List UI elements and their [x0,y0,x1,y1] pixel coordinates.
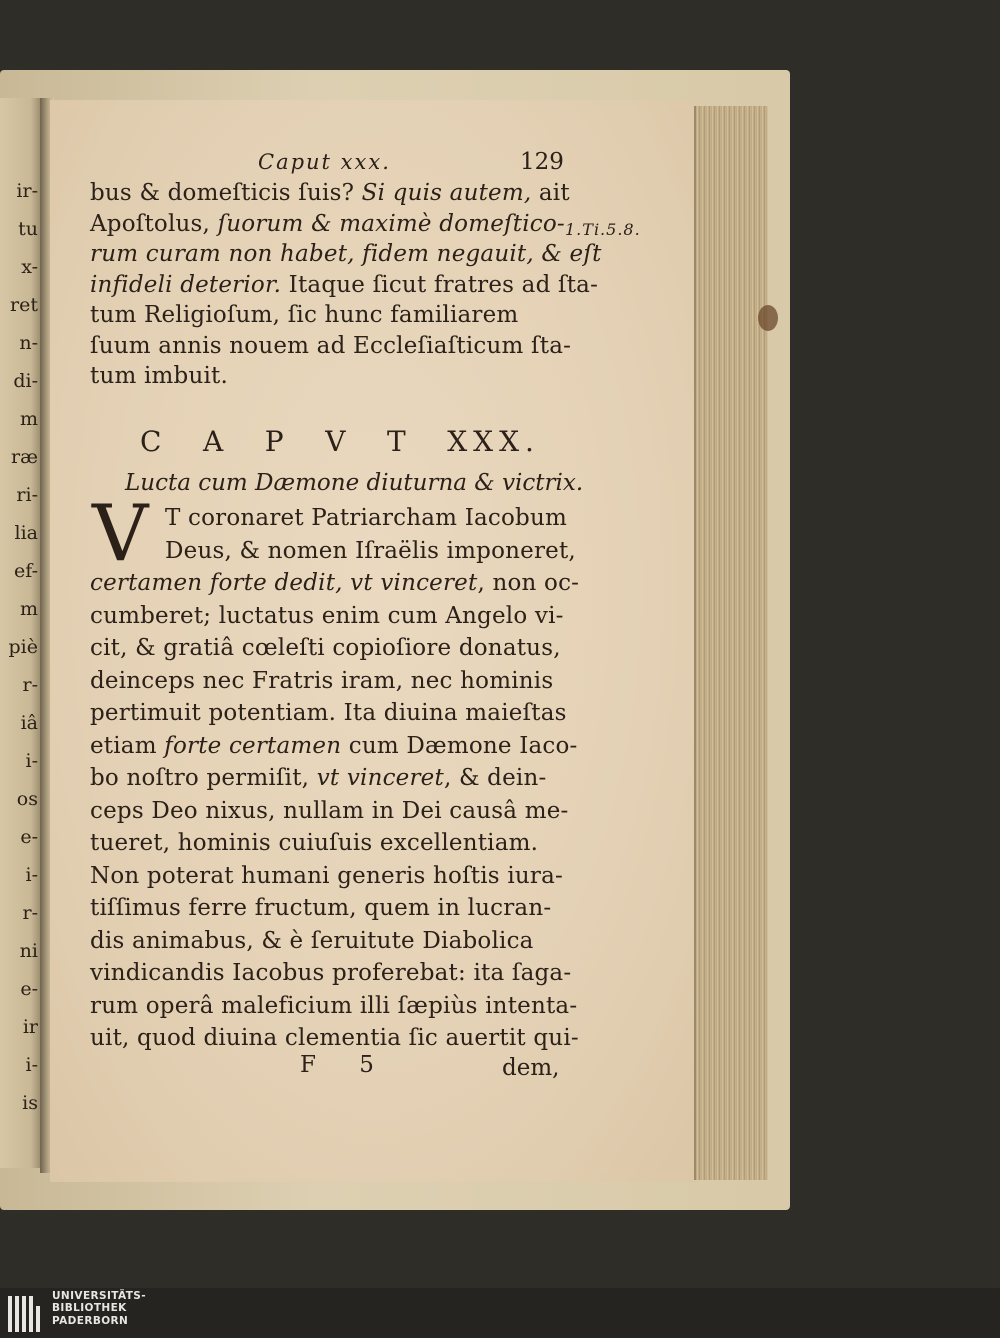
text-line-content [90,830,538,856]
text-line [90,333,570,359]
left-page-fragment: tu [18,218,38,240]
text-line-content [90,928,534,954]
left-page-fragment: ri- [16,484,38,506]
text-line-content [90,603,564,629]
text-segment: cit, & gratiâ cœleſti copioſiore donatus, [90,635,561,661]
text-segment: vindicandis Iacobus proferebat: ita ſaga- [90,960,572,986]
text-line [90,732,578,759]
chapter-subtitle: Lucta cum Dæmone diuturna & victrix. [125,470,584,496]
chapter-heading-letter: T [387,425,430,458]
margin-note: 1.Ti.5.8. [565,220,641,239]
text-line [90,765,570,791]
text-segment: ſuorum & maximè domeſtico- [217,210,565,237]
left-page-fragment: lia [14,522,38,544]
text-segment: Itaque ſicut fratres ad ſta- [281,271,599,298]
text-line-content [90,302,518,328]
library-logo-icon [6,1292,46,1336]
left-page-fragment: i- [25,1054,38,1076]
text-line [90,830,570,856]
text-line-content [90,1025,579,1051]
text-segment: bo noſtro permiſit, [90,765,317,791]
text-segment: ceps Deo nixus, nullam in Dei causâ me- [90,797,569,824]
chapter-heading-letter: A [203,425,248,458]
text-segment: rum curam non habet, fidem negauit, & eſt [90,241,602,267]
chapter-heading [140,425,540,458]
left-page-fragment: ef- [13,560,38,582]
text-line [90,363,570,389]
text-line [90,1025,579,1051]
left-page-fragment: i- [25,750,38,772]
text-segment: tum imbuit. [90,363,228,389]
left-page-fragment: r- [22,674,38,696]
text-line [90,635,570,661]
left-page-fragment: x- [21,256,38,278]
text-segment: forte certamen [164,732,342,759]
left-page-fragment: ir [22,1016,38,1038]
left-page-fragment: iâ [20,712,38,734]
text-line-content [90,960,571,986]
left-page-fragment: ni [19,940,38,962]
text-segment: Deus, & nomen Iſraëlis imponeret, [165,537,576,564]
text-segment: rum operâ maleficium illi ſæpiùs intenta- [90,992,578,1019]
chapter-heading-letter: V [325,425,370,458]
text-line-content [90,635,561,661]
text-segment: uit, quod diuina clementia ſic auertit qui- [90,1025,579,1051]
text-segment: ait [531,180,570,206]
left-page-fragment: n- [19,332,38,354]
chapter-heading-letter: P [264,425,308,458]
page-number: 129 [520,149,564,175]
text-line-content [90,180,570,206]
text-line-content [90,363,228,389]
text-line-content [90,895,551,921]
text-line-content [90,765,546,791]
text-line-content [90,863,563,889]
text-line-content [90,333,571,359]
text-line-content [90,241,602,267]
text-line [90,302,570,328]
text-line-content [165,505,567,531]
text-line [90,863,570,889]
text-segment: bus & domeſticis ſuis? [90,180,362,206]
text-segment: Si quis autem, [361,180,532,206]
text-line [90,992,578,1019]
library-footer-bar [0,1288,1000,1338]
text-line-content [90,570,579,596]
left-page-fragment: ret [10,294,38,316]
left-page-fragment: m [19,408,38,430]
text-line [165,505,570,531]
left-page-edge [0,98,44,1168]
text-segment: vt vinceret [316,765,444,791]
left-page-fragment: di- [13,370,38,392]
text-segment: T coronaret Patriarcham Iacobum [165,505,567,531]
text-segment: pertimuit potentiam. Ita diuina maieſtas [90,700,567,726]
text-segment: cum Dæmone Iaco- [341,732,578,759]
text-segment: cumberet; luctatus enim cum Angelo vi- [90,602,564,629]
text-line-content [90,798,569,824]
left-page-fragment: i- [25,864,38,886]
logo-line-3: PADERBORN [52,1314,129,1327]
text-line-content [90,700,567,726]
text-line [90,960,570,986]
text-segment: Non poterat humani generis hoſtis iura- [90,862,563,889]
text-line [90,211,570,237]
text-segment: infideli deterior. [90,271,282,298]
text-segment: Apoſtolus, [90,210,218,237]
left-page-fragment: ir- [16,180,38,202]
text-line [90,271,599,298]
text-line [90,798,570,824]
logo-line-2: BIBLIOTHEK [52,1302,127,1315]
text-line-content [90,668,553,694]
left-page-fragment: e- [20,978,38,1000]
left-page-fragment: m [19,598,38,620]
text-line-content [165,538,576,564]
text-line [90,603,570,629]
text-line [90,570,580,596]
text-line-content [90,733,578,759]
left-page-fragment: r- [22,902,38,924]
chapter-heading-letter: C [140,425,186,458]
left-page-fragment: piè [8,636,38,658]
text-line [90,895,570,921]
logo-line-1: UNIVERSITÄTS- [52,1290,147,1302]
text-line [165,537,576,564]
text-segment: deinceps nec Fratris iram, nec hominis [90,667,554,694]
text-segment: , & dein- [443,765,547,791]
chapter-heading-letter: XXX. [447,425,540,458]
left-page-fragment: is [22,1092,38,1114]
text-segment: tum Religioſum, ſic hunc familiarem [90,302,519,328]
text-segment: tueret, hominis cuiuſuis excellentiam. [90,830,539,856]
running-head: Caput xxx. [258,150,391,174]
text-segment: etiam [90,732,165,759]
text-segment: ſuum annis nouem ad Eccleſiaſticum ſta- [90,332,572,359]
text-line-content [90,211,565,237]
left-page-fragment: ræ [11,446,38,468]
text-line [90,180,570,206]
text-segment: , non oc- [477,570,580,596]
text-line-content [90,993,577,1019]
text-line [90,700,570,726]
text-segment: tiſſimus ferre fructum, quem in lucran- [90,895,552,921]
drop-cap: V [92,489,149,579]
text-line [90,928,570,954]
text-segment: certamen forte dedit, vt vinceret [90,570,478,596]
left-page-fragment: os [16,788,38,810]
library-logo-text [52,1290,146,1327]
text-line-content [90,272,598,298]
text-segment: dis animabus, & è ſeruitute Diabolica [90,927,534,954]
catchword: dem, [502,1055,560,1081]
signature-mark: F 5 [300,1052,392,1078]
text-line [90,241,602,267]
page-edges [694,106,768,1180]
left-page-fragment: e- [20,826,38,848]
paper-damage-spot [758,305,778,331]
text-line [90,668,570,694]
